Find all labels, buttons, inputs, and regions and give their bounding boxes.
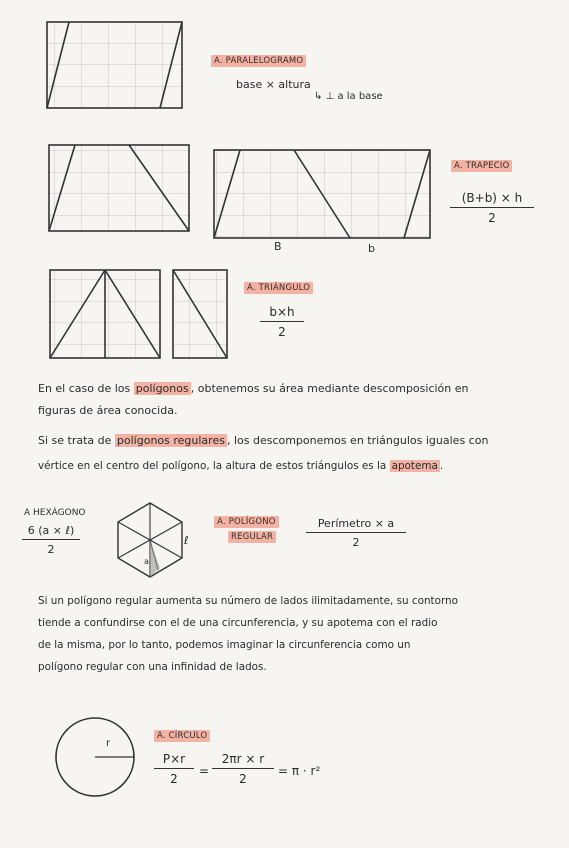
- circle-f1-denominator: 2: [170, 772, 178, 786]
- text-fragment: , los descomponemos en triángulos iguales con: [226, 434, 489, 447]
- limit-line-2: tiende a confundirse con el de una circunferencia, y su apotema con el radio: [38, 617, 438, 629]
- triangle-tag: A. TRIÁNGULO: [244, 282, 313, 294]
- regular-polygon-tag-line2: REGULAR: [228, 531, 276, 543]
- polygons-line-2: figuras de área conocida.: [38, 404, 178, 417]
- regular-polygon-denominator: 2: [352, 536, 360, 549]
- highlight-apothem: apotema: [391, 460, 438, 472]
- parallelogram-formula: base × altura: [236, 78, 311, 91]
- text-fragment: .: [439, 460, 444, 472]
- parallelogram-tag: A. PARALELOGRAMO: [211, 55, 306, 67]
- limit-line-1: Si un polígono regular aumenta su número de lados ilimitadamente, su contorno: [38, 595, 458, 607]
- trapezoid-label-big-base: B: [274, 240, 282, 253]
- circle-formula-1: [154, 752, 194, 786]
- text-fragment: , obtenemos su área mediante descomposición en: [190, 382, 469, 395]
- trapezoid-numerator: (B+b) × h: [450, 191, 534, 208]
- highlight-polygons: polígonos: [135, 382, 189, 395]
- regular-polygon-formula: [306, 517, 406, 549]
- circle-tag: A. CÍRCULO: [154, 730, 210, 742]
- circle-figure: [56, 718, 134, 796]
- trapezoid-label-small-base: b: [368, 242, 375, 255]
- hexagon-formula: [22, 524, 80, 556]
- hexagon-apothem-label: a: [144, 557, 149, 566]
- polygons-line-3: [38, 430, 488, 452]
- triangle-figure: [50, 270, 227, 358]
- hexagon-side-label: ℓ: [184, 534, 189, 547]
- trapezoid-denominator: 2: [488, 211, 496, 225]
- text-fragment: vértice en el centro del polígono, la altura de estos triángulos es la: [38, 460, 390, 472]
- text-fragment: En el caso de los: [38, 382, 134, 395]
- parallelogram-figure: [47, 22, 182, 108]
- parallelogram-note: ↳ ⊥ a la base: [314, 91, 383, 102]
- hexagon-numerator: 6 (a × ℓ): [22, 524, 80, 540]
- circle-f1-numerator: P×r: [154, 752, 194, 769]
- circle-f2-denominator: 2: [239, 772, 247, 786]
- hexagon-figure: [118, 503, 182, 577]
- highlight-regular-polygons: polígonos regulares: [116, 434, 225, 447]
- hexagon-denominator: 2: [47, 543, 55, 556]
- triangle-denominator: 2: [278, 325, 286, 339]
- circle-f2-numerator: 2πr × r: [212, 752, 274, 769]
- circle-formula-2: [212, 752, 274, 786]
- polygons-line-1: [38, 378, 468, 400]
- circle-radius-label: r: [106, 738, 111, 749]
- regular-polygon-numerator: Perímetro × a: [306, 517, 406, 533]
- circle-equals-1: =: [199, 764, 210, 778]
- limit-line-3: de la misma, por lo tanto, podemos imaginar la circunferencia como un: [38, 639, 411, 651]
- trapezoid-small-figure: [49, 145, 189, 231]
- triangle-formula: [260, 305, 304, 339]
- text-fragment: Si se trata de: [38, 434, 115, 447]
- trapezoid-tag: A. TRAPECIO: [451, 160, 512, 172]
- polygons-line-4: [38, 455, 443, 477]
- triangle-numerator: b×h: [260, 305, 304, 322]
- hexagon-title: A HEXÁGONO: [24, 508, 86, 518]
- regular-polygon-tag-line1: A. POLÍGONO: [214, 516, 279, 528]
- limit-line-4: polígono regular con una infinidad de lados.: [38, 661, 267, 673]
- trapezoid-formula: [450, 191, 534, 225]
- trapezoid-large-figure: [214, 150, 430, 238]
- circle-result: = π · r²: [278, 764, 321, 778]
